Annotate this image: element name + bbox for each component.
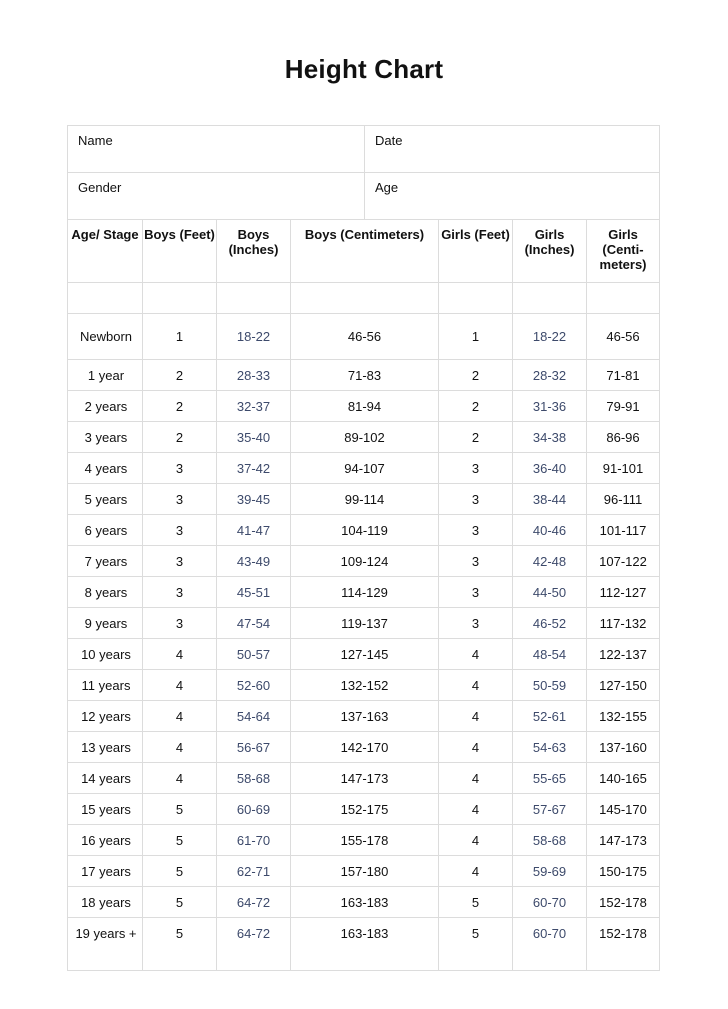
cell-girls-feet: 3 — [439, 515, 513, 546]
cell-girls-cm: 132-155 — [587, 701, 660, 732]
cell-boys-inches: 64-72 — [217, 918, 291, 971]
cell-age: 17 years — [68, 856, 143, 887]
gender-label: Gender — [78, 180, 122, 195]
cell-boys-inches: 54-64 — [217, 701, 291, 732]
cell-girls-inches: 46-52 — [513, 608, 587, 639]
cell-boys-feet: 4 — [143, 732, 217, 763]
cell-boys-cm: 89-102 — [291, 422, 439, 453]
cell-girls-inches: 40-46 — [513, 515, 587, 546]
cell-age: 19 years + — [68, 918, 143, 971]
cell-girls-inches: 38-44 — [513, 484, 587, 515]
table-row — [68, 360, 660, 391]
cell-boys-feet: 3 — [143, 577, 217, 608]
cell-age: 11 years — [68, 670, 143, 701]
cell-girls-inches: 58-68 — [513, 825, 587, 856]
cell-girls-feet: 2 — [439, 391, 513, 422]
cell-age: 2 years — [68, 391, 143, 422]
cell-age: 5 years — [68, 484, 143, 515]
cell-boys-inches: 50-57 — [217, 639, 291, 670]
cell-boys-feet: 3 — [143, 484, 217, 515]
gender-field[interactable] — [68, 173, 365, 220]
cell-boys-feet: 5 — [143, 918, 217, 971]
cell-age: 8 years — [68, 577, 143, 608]
cell-age: 10 years — [68, 639, 143, 670]
cell-boys-inches: 47-54 — [217, 608, 291, 639]
cell-boys-cm: 152-175 — [291, 794, 439, 825]
cell-age: 16 years — [68, 825, 143, 856]
cell-age: 4 years — [68, 453, 143, 484]
cell-girls-cm: 152-178 — [587, 887, 660, 918]
cell-boys-inches: 41-47 — [217, 515, 291, 546]
cell-age: 3 years — [68, 422, 143, 453]
cell-girls-cm: 137-160 — [587, 732, 660, 763]
table-row — [68, 639, 660, 670]
cell-boys-inches: 62-71 — [217, 856, 291, 887]
height-table — [67, 125, 660, 971]
cell-boys-feet: 3 — [143, 546, 217, 577]
cell-girls-inches: 28-32 — [513, 360, 587, 391]
blank-row — [68, 283, 660, 314]
cell-age: 1 year — [68, 360, 143, 391]
cell-boys-feet: 5 — [143, 856, 217, 887]
age-field[interactable] — [365, 173, 660, 220]
date-field[interactable] — [365, 126, 660, 173]
cell-age: 13 years — [68, 732, 143, 763]
cell-age: 15 years — [68, 794, 143, 825]
cell-girls-cm: 147-173 — [587, 825, 660, 856]
table-row — [68, 422, 660, 453]
cell-girls-inches: 52-61 — [513, 701, 587, 732]
table-row — [68, 577, 660, 608]
cell-boys-cm: 46-56 — [291, 314, 439, 360]
cell-boys-inches: 64-72 — [217, 887, 291, 918]
cell-boys-cm: 99-114 — [291, 484, 439, 515]
cell-boys-cm: 147-173 — [291, 763, 439, 794]
cell-boys-cm: 137-163 — [291, 701, 439, 732]
col-header-boys-inches: Boys (Inches) — [217, 220, 291, 283]
cell-boys-cm: 114-129 — [291, 577, 439, 608]
cell-girls-cm: 145-170 — [587, 794, 660, 825]
cell-girls-feet: 4 — [439, 794, 513, 825]
cell-boys-feet: 2 — [143, 422, 217, 453]
cell-boys-feet: 5 — [143, 825, 217, 856]
cell-age: 14 years — [68, 763, 143, 794]
cell-girls-feet: 3 — [439, 546, 513, 577]
table-row — [68, 484, 660, 515]
info-row-name-date — [68, 126, 660, 173]
col-header-girls-cm: Girls (Centi- meters) — [587, 220, 660, 283]
cell-girls-inches: 57-67 — [513, 794, 587, 825]
table-header-row — [68, 220, 660, 283]
table-row — [68, 794, 660, 825]
table-row — [68, 856, 660, 887]
cell-boys-cm: 104-119 — [291, 515, 439, 546]
name-field[interactable] — [68, 126, 365, 173]
cell-boys-cm: 119-137 — [291, 608, 439, 639]
cell-girls-cm: 107-122 — [587, 546, 660, 577]
cell-girls-feet: 2 — [439, 422, 513, 453]
name-label: Name — [78, 133, 113, 148]
cell-girls-cm: 96-111 — [587, 484, 660, 515]
cell-boys-cm: 94-107 — [291, 453, 439, 484]
cell-girls-feet: 4 — [439, 732, 513, 763]
cell-girls-feet: 4 — [439, 701, 513, 732]
cell-girls-inches: 36-40 — [513, 453, 587, 484]
cell-girls-inches: 60-70 — [513, 887, 587, 918]
table-body — [68, 314, 660, 971]
cell-girls-cm: 127-150 — [587, 670, 660, 701]
cell-boys-inches: 61-70 — [217, 825, 291, 856]
cell-boys-cm: 155-178 — [291, 825, 439, 856]
cell-girls-feet: 4 — [439, 763, 513, 794]
cell-boys-inches: 35-40 — [217, 422, 291, 453]
cell-girls-cm: 46-56 — [587, 314, 660, 360]
cell-girls-inches: 59-69 — [513, 856, 587, 887]
cell-girls-inches: 54-63 — [513, 732, 587, 763]
cell-boys-inches: 39-45 — [217, 484, 291, 515]
cell-girls-feet: 4 — [439, 856, 513, 887]
cell-boys-inches: 28-33 — [217, 360, 291, 391]
table-row — [68, 515, 660, 546]
cell-boys-feet: 2 — [143, 391, 217, 422]
cell-girls-inches: 34-38 — [513, 422, 587, 453]
cell-boys-feet: 3 — [143, 453, 217, 484]
info-row-gender-age — [68, 173, 660, 220]
table-row — [68, 887, 660, 918]
cell-boys-cm: 163-183 — [291, 887, 439, 918]
table-row — [68, 391, 660, 422]
cell-girls-cm: 79-91 — [587, 391, 660, 422]
cell-boys-cm: 142-170 — [291, 732, 439, 763]
cell-girls-feet: 1 — [439, 314, 513, 360]
cell-girls-inches: 55-65 — [513, 763, 587, 794]
cell-girls-cm: 86-96 — [587, 422, 660, 453]
table-row — [68, 314, 660, 360]
cell-boys-feet: 5 — [143, 794, 217, 825]
table-row — [68, 453, 660, 484]
cell-boys-cm: 109-124 — [291, 546, 439, 577]
cell-boys-cm: 71-83 — [291, 360, 439, 391]
col-header-girls-feet: Girls (Feet) — [439, 220, 513, 283]
cell-girls-inches: 42-48 — [513, 546, 587, 577]
table-row — [68, 763, 660, 794]
cell-girls-cm: 112-127 — [587, 577, 660, 608]
cell-boys-inches: 56-67 — [217, 732, 291, 763]
cell-boys-inches: 18-22 — [217, 314, 291, 360]
cell-girls-inches: 44-50 — [513, 577, 587, 608]
cell-girls-cm: 117-132 — [587, 608, 660, 639]
cell-girls-inches: 60-70 — [513, 918, 587, 971]
table-row — [68, 670, 660, 701]
cell-boys-feet: 5 — [143, 887, 217, 918]
cell-boys-feet: 3 — [143, 515, 217, 546]
cell-girls-feet: 3 — [439, 577, 513, 608]
cell-boys-feet: 2 — [143, 360, 217, 391]
cell-boys-cm: 163-183 — [291, 918, 439, 971]
cell-girls-inches: 48-54 — [513, 639, 587, 670]
cell-girls-inches: 18-22 — [513, 314, 587, 360]
table-row — [68, 732, 660, 763]
cell-boys-cm: 127-145 — [291, 639, 439, 670]
cell-girls-cm: 101-117 — [587, 515, 660, 546]
cell-boys-inches: 52-60 — [217, 670, 291, 701]
col-header-girls-inches: Girls (Inches) — [513, 220, 587, 283]
cell-girls-inches: 31-36 — [513, 391, 587, 422]
cell-girls-feet: 4 — [439, 639, 513, 670]
cell-girls-inches: 50-59 — [513, 670, 587, 701]
table-row — [68, 608, 660, 639]
cell-boys-inches: 60-69 — [217, 794, 291, 825]
page-title: Height Chart — [284, 54, 444, 84]
table-row — [68, 701, 660, 732]
col-header-boys-feet: Boys (Feet) — [143, 220, 217, 283]
cell-boys-feet: 4 — [143, 763, 217, 794]
cell-girls-feet: 4 — [439, 670, 513, 701]
table-row — [68, 825, 660, 856]
cell-girls-feet: 4 — [439, 825, 513, 856]
table-row — [68, 546, 660, 577]
col-header-boys-cm: Boys (Centimeters) — [291, 220, 439, 283]
cell-boys-inches: 45-51 — [217, 577, 291, 608]
cell-girls-cm: 152-178 — [587, 918, 660, 971]
cell-boys-feet: 1 — [143, 314, 217, 360]
cell-girls-feet: 5 — [439, 887, 513, 918]
cell-girls-feet: 5 — [439, 918, 513, 971]
cell-boys-feet: 4 — [143, 701, 217, 732]
cell-girls-feet: 2 — [439, 360, 513, 391]
col-header-age: Age/ Stage — [68, 220, 143, 283]
cell-age: Newborn — [68, 314, 143, 360]
cell-boys-feet: 4 — [143, 670, 217, 701]
cell-boys-inches: 43-49 — [217, 546, 291, 577]
cell-boys-inches: 37-42 — [217, 453, 291, 484]
cell-age: 7 years — [68, 546, 143, 577]
cell-boys-feet: 4 — [143, 639, 217, 670]
cell-boys-inches: 32-37 — [217, 391, 291, 422]
table-row — [68, 918, 660, 971]
cell-age: 9 years — [68, 608, 143, 639]
cell-girls-cm: 91-101 — [587, 453, 660, 484]
cell-girls-cm: 71-81 — [587, 360, 660, 391]
cell-boys-cm: 157-180 — [291, 856, 439, 887]
cell-girls-feet: 3 — [439, 484, 513, 515]
cell-boys-feet: 3 — [143, 608, 217, 639]
cell-age: 6 years — [68, 515, 143, 546]
cell-girls-cm: 150-175 — [587, 856, 660, 887]
cell-boys-inches: 58-68 — [217, 763, 291, 794]
cell-age: 18 years — [68, 887, 143, 918]
cell-age: 12 years — [68, 701, 143, 732]
cell-girls-cm: 122-137 — [587, 639, 660, 670]
age-label: Age — [375, 180, 399, 195]
cell-girls-cm: 140-165 — [587, 763, 660, 794]
cell-boys-cm: 132-152 — [291, 670, 439, 701]
cell-girls-feet: 3 — [439, 453, 513, 484]
cell-girls-feet: 3 — [439, 608, 513, 639]
date-label: Date — [375, 133, 403, 148]
cell-boys-cm: 81-94 — [291, 391, 439, 422]
